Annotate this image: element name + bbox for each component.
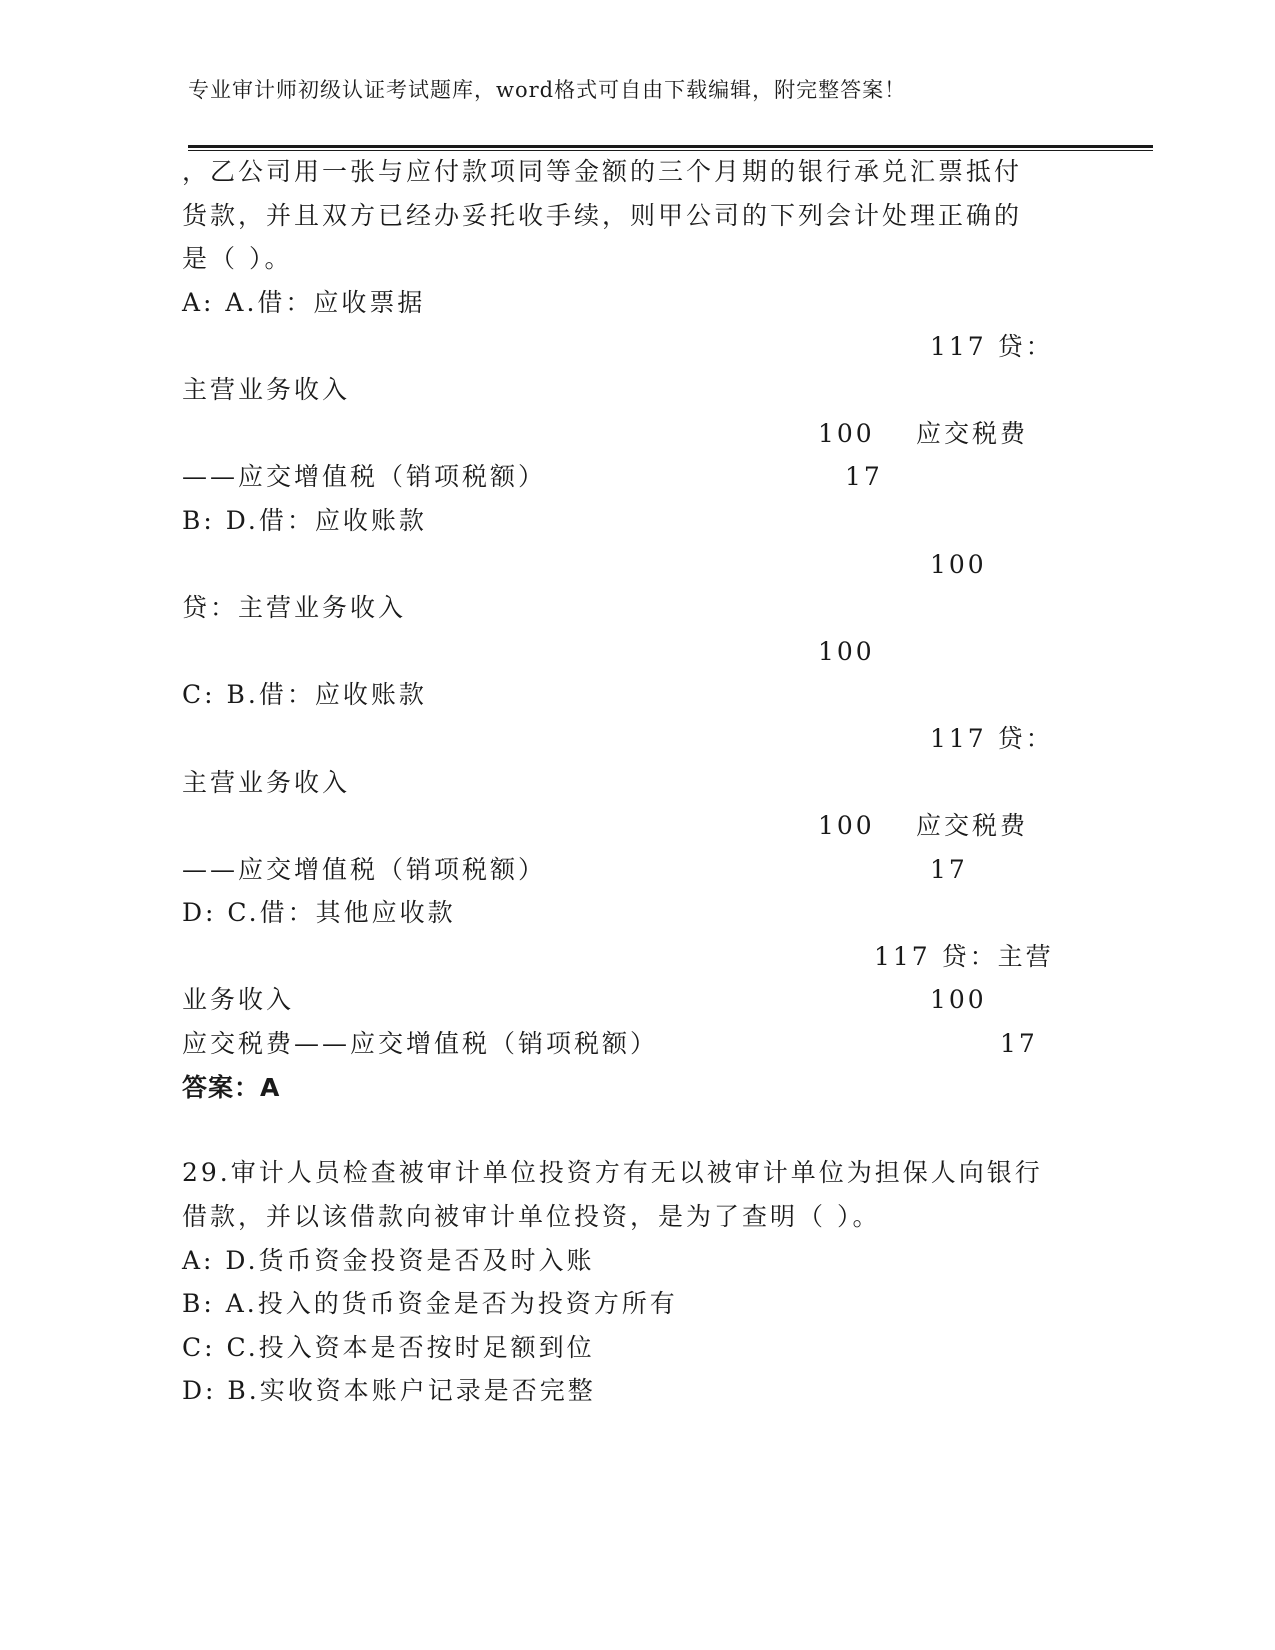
q28-stem-line-3: 是（ ）。 bbox=[182, 244, 293, 273]
q28-option-a-revenue-amount: 100 bbox=[818, 419, 875, 448]
q28-stem-line-2: 货款，并且双方已经办妥托收手续，则甲公司的下列会计处理正确的 bbox=[182, 201, 1023, 230]
q28-option-c-vat-amount: 17 bbox=[930, 855, 968, 884]
q29-option-b: B: A.投入的货币资金是否为投资方所有 bbox=[182, 1289, 678, 1318]
q28-option-d-amount-credit: 117 贷：主营 bbox=[874, 942, 1054, 971]
q28-option-c-revenue-amount: 100 bbox=[818, 811, 875, 840]
q28-option-a-vat: ——应交增值税（销项税额） bbox=[182, 462, 547, 491]
q28-option-a-vat-amount: 17 bbox=[845, 462, 883, 491]
q28-option-b-debit-amount: 100 bbox=[930, 550, 987, 579]
q28-option-d-revenue-amount: 100 bbox=[930, 985, 987, 1014]
header-rule-thick bbox=[188, 145, 1153, 148]
q28-option-a-revenue: 主营业务收入 bbox=[182, 375, 351, 404]
q28-option-a-amount-credit: 117 贷： bbox=[930, 332, 1054, 361]
q28-option-c-amount-credit: 117 贷： bbox=[930, 724, 1054, 753]
q28-option-b-debit: B: D.借：应收账款 bbox=[182, 506, 427, 535]
q28-answer: 答案：A bbox=[182, 1073, 281, 1102]
q28-option-c-revenue: 主营业务收入 bbox=[182, 768, 351, 797]
q28-option-c-tax-account: 应交税费 bbox=[916, 811, 1029, 840]
page-header: 专业审计师初级认证考试题库，word格式可自由下载编辑，附完整答案！ bbox=[188, 78, 907, 102]
q28-option-b-credit-amount: 100 bbox=[818, 637, 875, 666]
q28-option-d-revenue: 业务收入 bbox=[182, 985, 295, 1014]
q29-stem-line-2: 借款，并以该借款向被审计单位投资，是为了查明（ ）。 bbox=[182, 1202, 881, 1231]
q29-stem-line-1: 29.审计人员检查被审计单位投资方有无以被审计单位为担保人向银行 bbox=[182, 1158, 1043, 1187]
q28-stem-line-1: ，乙公司用一张与应付款项同等金额的三个月期的银行承兑汇票抵付 bbox=[182, 157, 1023, 186]
q29-option-d: D: B.实收资本账户记录是否完整 bbox=[182, 1376, 596, 1405]
q28-option-a-debit: A: A.借：应收票据 bbox=[182, 288, 426, 317]
q28-option-b-credit: 贷：主营业务收入 bbox=[182, 593, 407, 622]
q29-option-a: A: D.货币资金投资是否及时入账 bbox=[182, 1246, 595, 1275]
q28-option-d-vat-amount: 17 bbox=[1000, 1029, 1038, 1058]
q28-option-c-debit: C: B.借：应收账款 bbox=[182, 680, 427, 709]
q28-option-c-vat: ——应交增值税（销项税额） bbox=[182, 855, 547, 884]
q29-option-c: C: C.投入资本是否按时足额到位 bbox=[182, 1333, 595, 1362]
q28-option-d-debit: D: C.借：其他应收款 bbox=[182, 898, 456, 927]
header-rule-thin bbox=[188, 150, 1153, 151]
q28-option-d-vat: 应交税费——应交增值税（销项税额） bbox=[182, 1029, 659, 1058]
q28-option-a-tax-account: 应交税费 bbox=[916, 419, 1029, 448]
